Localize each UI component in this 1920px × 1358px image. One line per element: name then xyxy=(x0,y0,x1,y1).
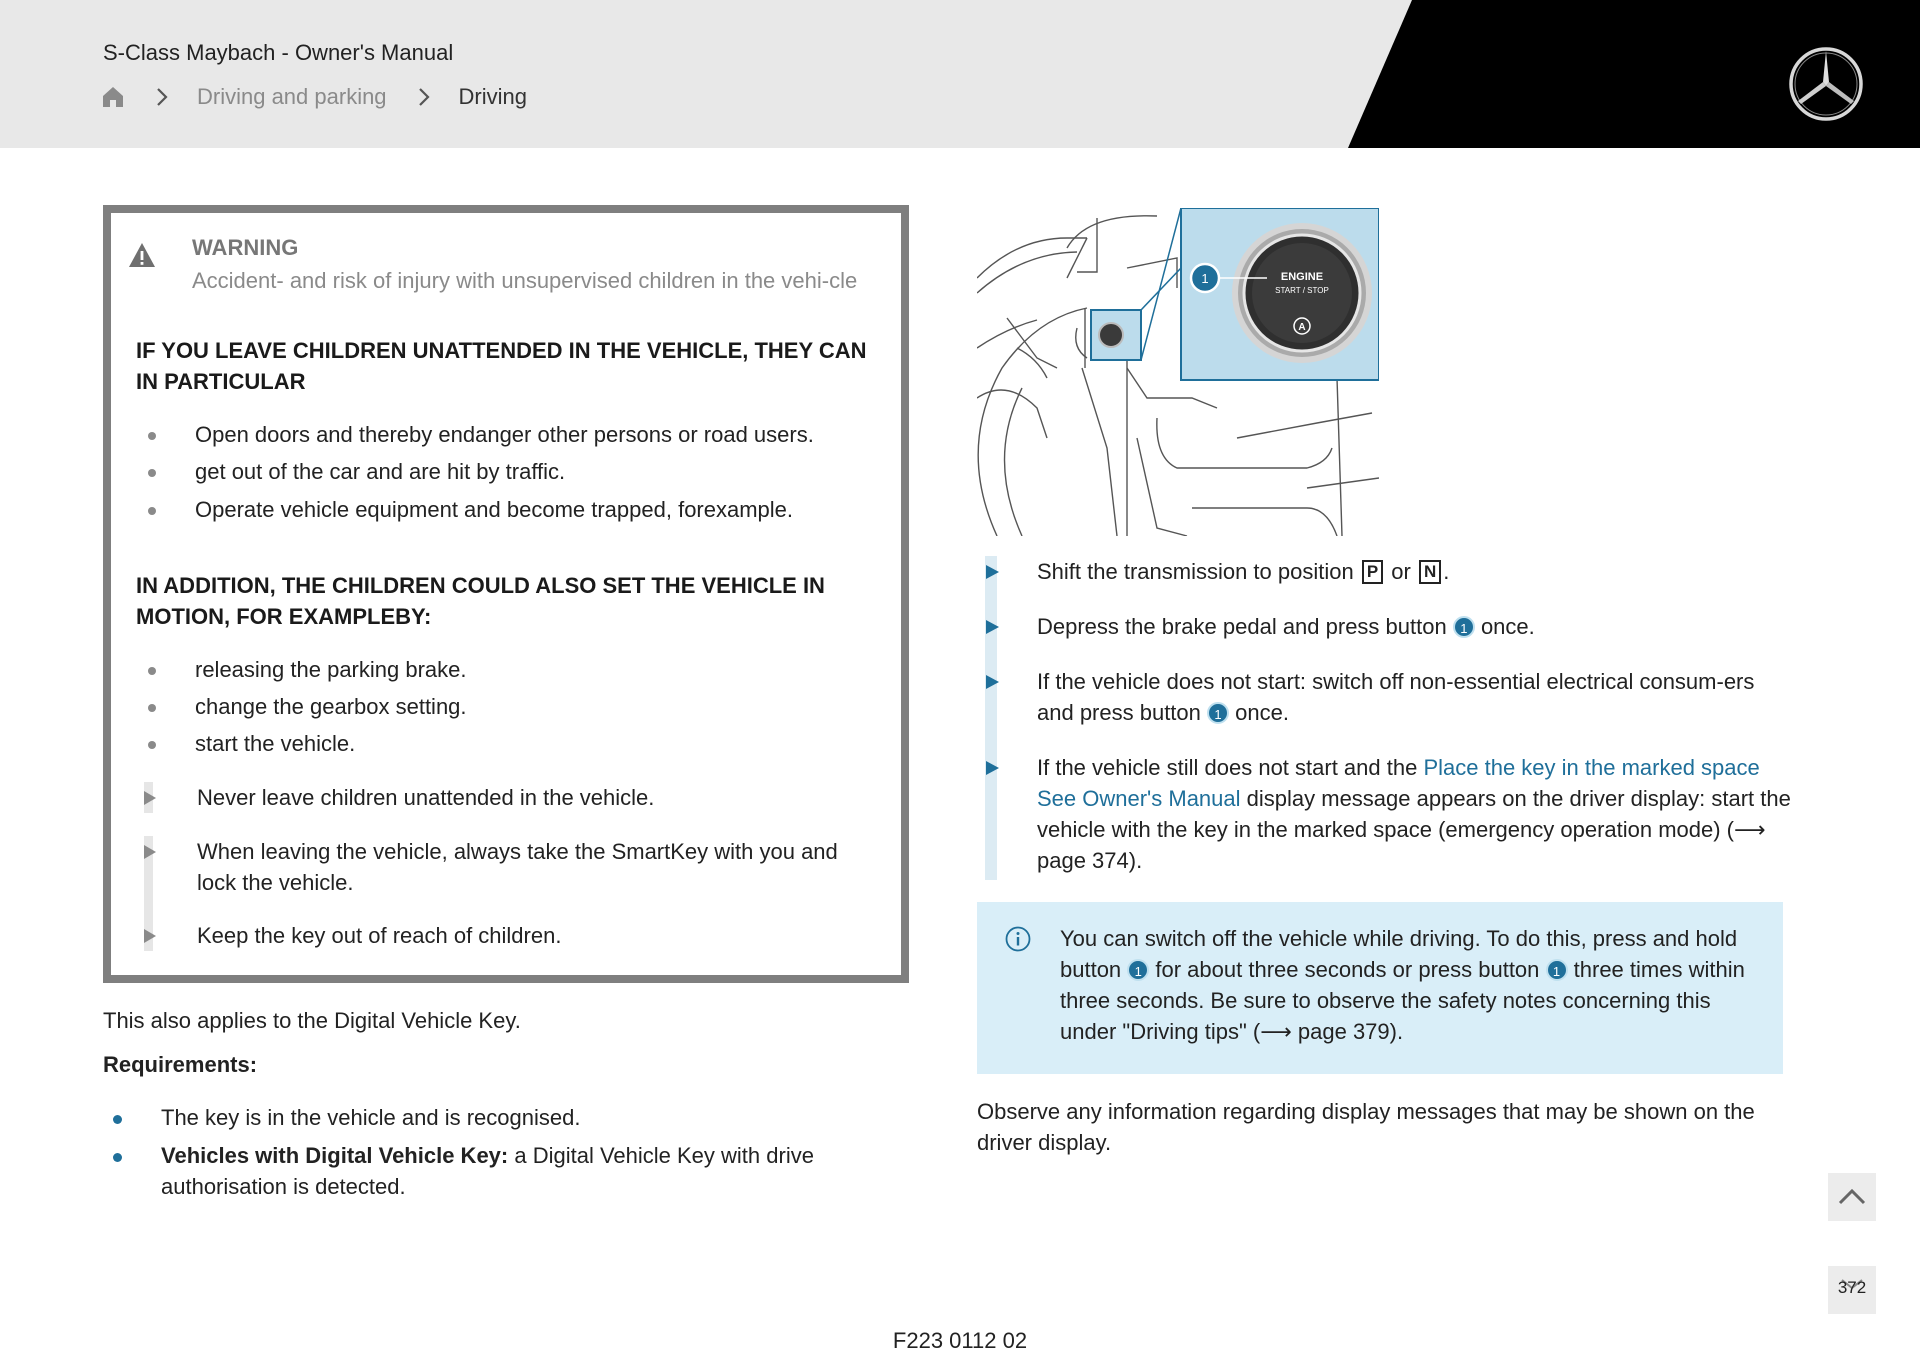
page-number: 372 xyxy=(1837,1278,1867,1297)
scroll-to-top-button[interactable] xyxy=(1828,1173,1876,1221)
chevron-up-icon xyxy=(1828,1173,1876,1221)
gear-position-n: N xyxy=(1419,560,1441,584)
page-navigation-button[interactable] xyxy=(1828,1266,1876,1314)
callout-number: 1 xyxy=(1453,616,1475,638)
engine-start-button-illustration xyxy=(977,208,1379,536)
chevron-right-icon xyxy=(417,86,431,108)
bullet-icon xyxy=(148,704,156,712)
bullet-icon xyxy=(148,667,156,675)
home-icon[interactable] xyxy=(101,85,125,109)
warning-section-heading: IF YOU LEAVE CHILDREN UNATTENDED IN THE VEHICLE, THEY CAN IN PARTICULAR xyxy=(136,338,867,394)
button-label-start-stop: START / STOP xyxy=(1275,286,1329,295)
document-title: S-Class Maybach - Owner's Manual xyxy=(103,40,454,65)
header-bar xyxy=(0,0,1920,148)
warning-section-heading: IN ADDITION, THE CHILDREN COULD ALSO SET THE VEHICLE IN MOTION, FOR EXAMPLEBY: xyxy=(136,573,825,629)
breadcrumb xyxy=(101,82,527,112)
info-note-text: You can switch off the vehicle while driving. To do this, press and hold button 1 for about three seconds or press button 1 three times within three seconds. Be sure to observe the safety notes concerning this under "Driving tips" (⟶ page 379). xyxy=(1060,926,1745,1044)
callout-number: 1 xyxy=(1546,959,1568,981)
bullet-icon xyxy=(148,469,156,477)
warning-triangle-icon xyxy=(128,242,156,268)
bullet-icon xyxy=(113,1153,122,1162)
arrow-right-icon xyxy=(144,791,156,805)
bullet-icon xyxy=(113,1115,122,1124)
svg-text:A: A xyxy=(1298,322,1306,333)
callout-number: 1 xyxy=(1207,702,1229,724)
info-note-box xyxy=(977,902,1783,1074)
display-message-link[interactable]: Place the key in the marked space See Owner's Manual xyxy=(1037,755,1760,811)
digital-key-note: This also applies to the Digital Vehicle Key. xyxy=(103,1008,521,1033)
header-brand-panel xyxy=(0,0,1920,148)
gear-position-p: P xyxy=(1362,560,1383,584)
button-label-engine: ENGINE xyxy=(1280,271,1324,283)
bullet-icon xyxy=(148,507,156,515)
callout-number: 1 xyxy=(1201,271,1209,286)
warning-subtitle: Accident- and risk of injury with unsupervised children in the vehi-cle xyxy=(192,268,858,293)
observe-note: Observe any information regarding display messages that may be shown on the driver display. xyxy=(977,1099,1755,1155)
warning-title: WARNING xyxy=(192,235,299,260)
breadcrumb-current-driving: Driving xyxy=(458,84,528,109)
bullet-icon xyxy=(148,741,156,749)
info-icon xyxy=(1005,926,1031,952)
chevron-right-icon xyxy=(155,86,169,108)
bullet-icon xyxy=(148,432,156,440)
footer-document-code: F223 0112 02 xyxy=(892,1328,1028,1353)
callout-number: 1 xyxy=(1127,959,1149,981)
requirements-title: Requirements: xyxy=(103,1052,258,1077)
arrow-right-icon xyxy=(986,565,999,579)
arrow-right-icon xyxy=(144,929,156,943)
arrow-right-icon xyxy=(986,620,999,634)
arrow-right-icon xyxy=(986,761,999,775)
arrow-right-icon xyxy=(144,845,156,859)
arrow-right-icon xyxy=(986,675,999,689)
breadcrumb-link-driving-and-parking[interactable]: Driving and parking xyxy=(197,84,387,109)
mercedes-star-logo-icon xyxy=(1788,46,1864,122)
